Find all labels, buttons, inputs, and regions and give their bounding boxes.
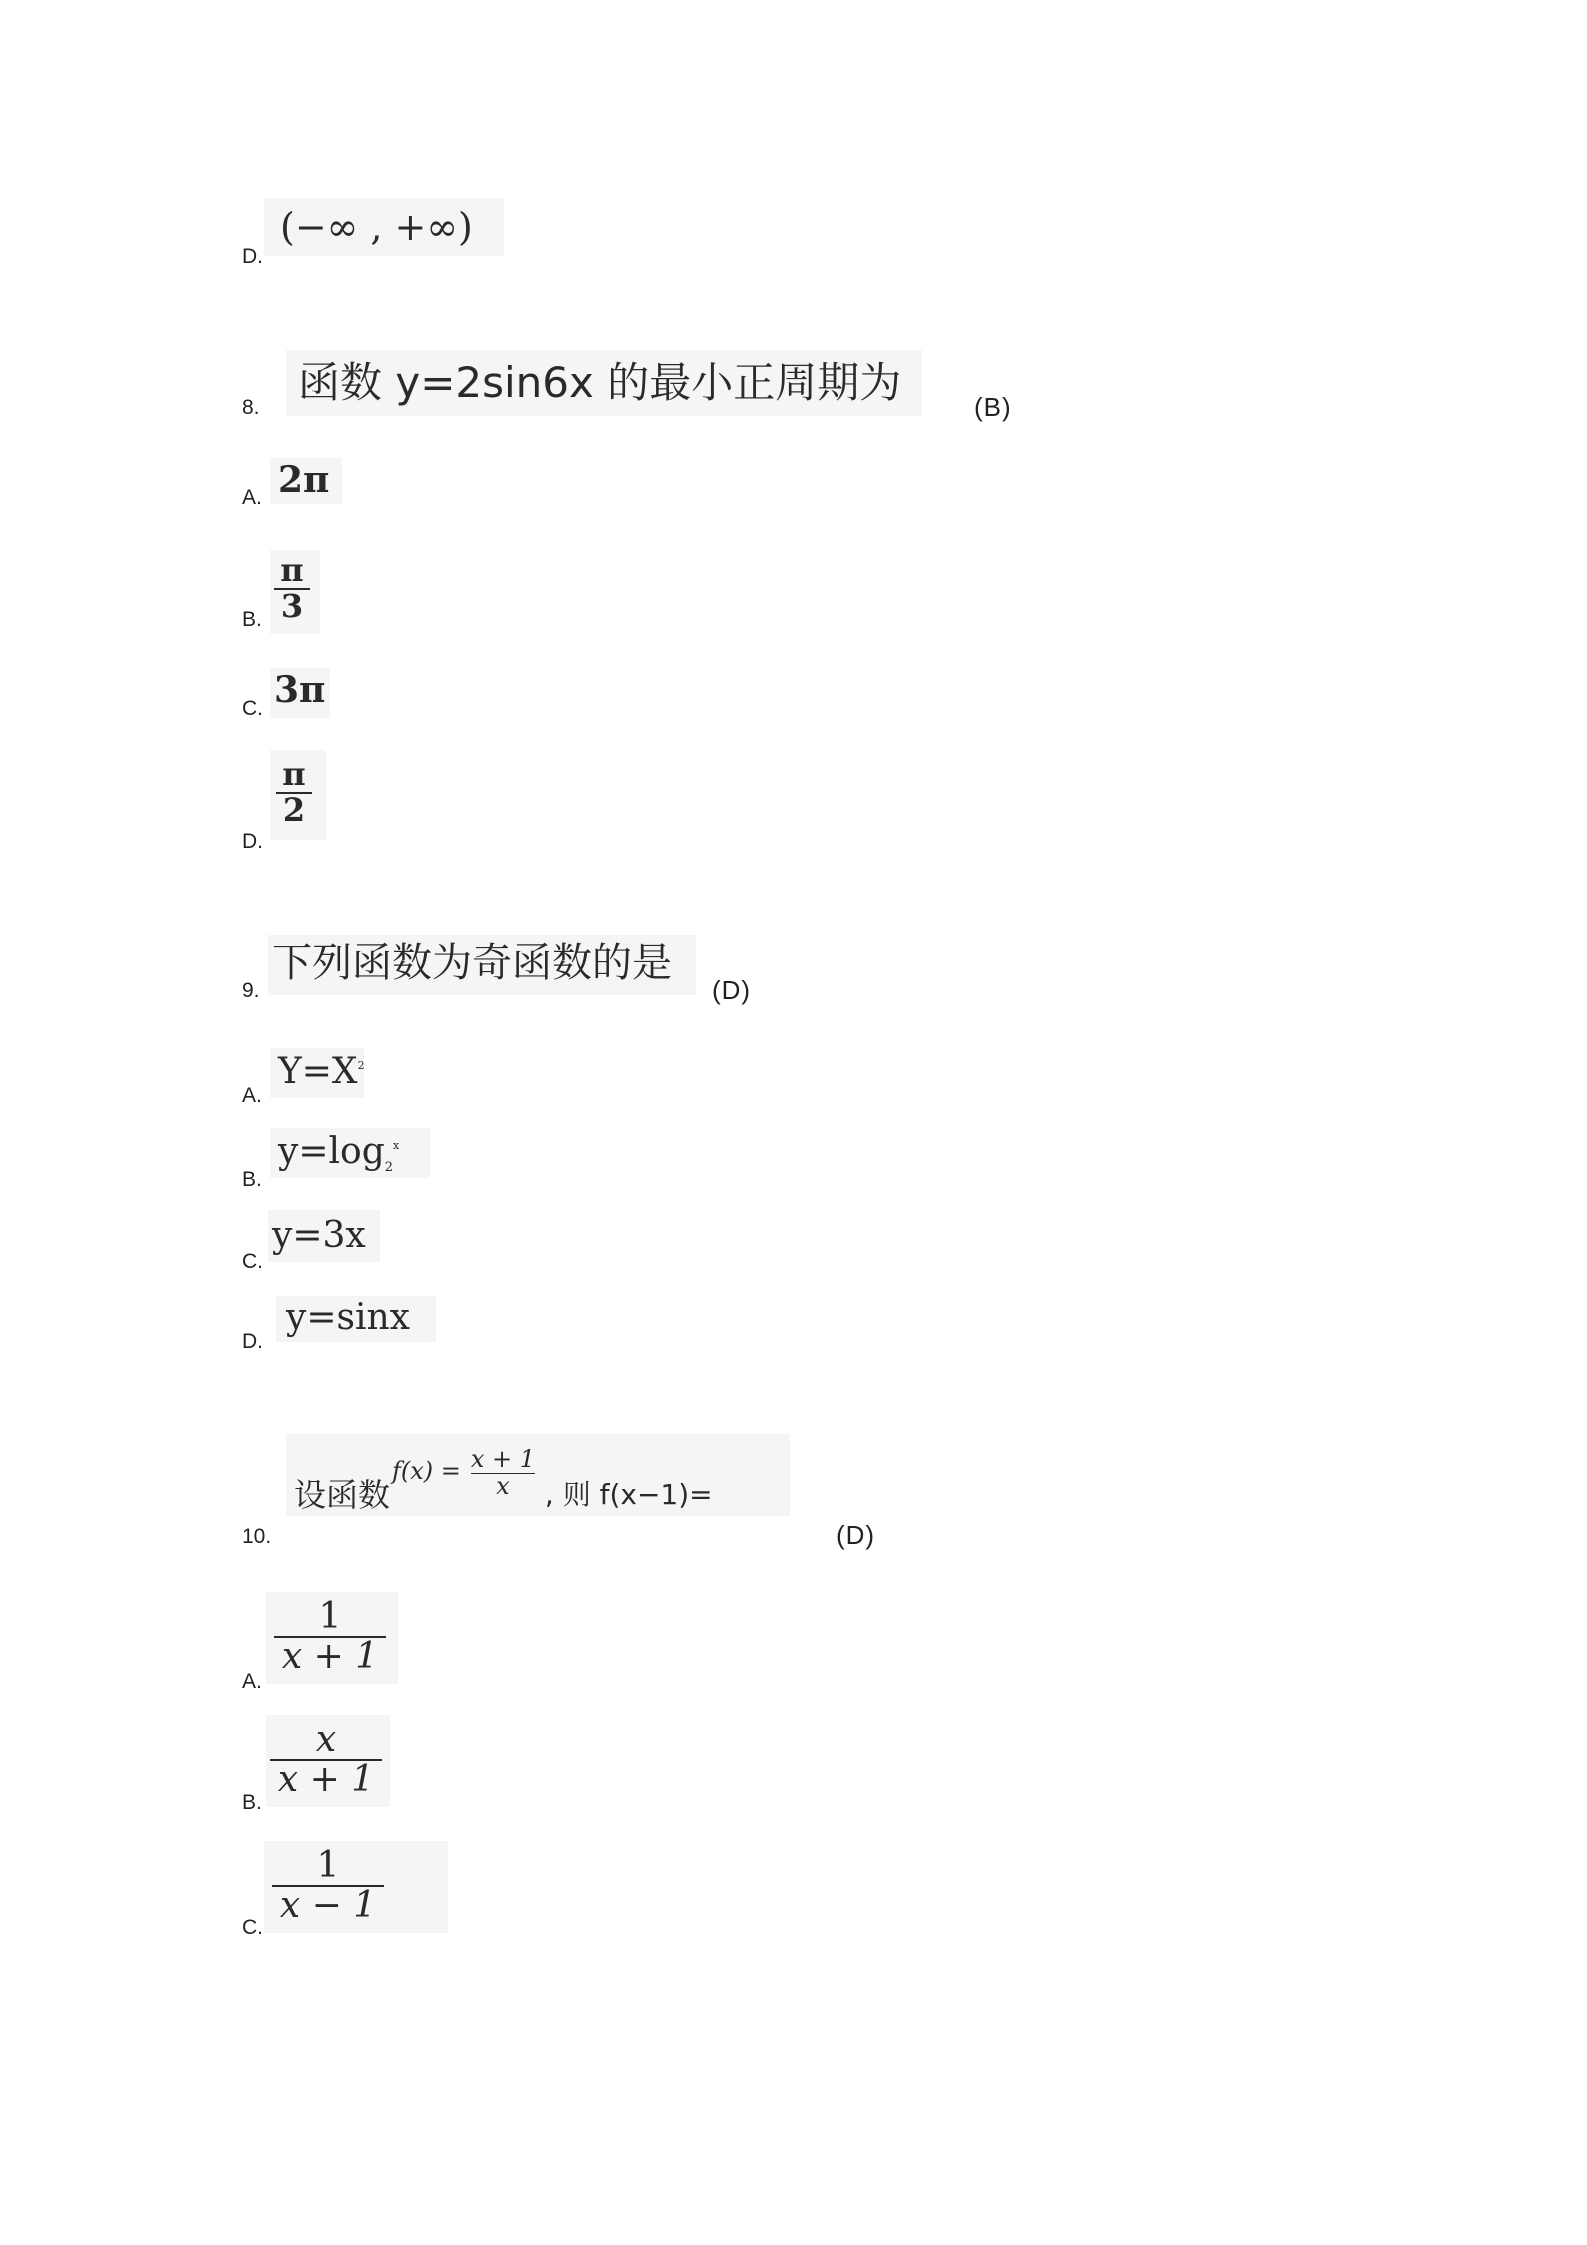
q10-answer: (D): [836, 1520, 876, 1550]
q10-function-fraction: [471, 1447, 535, 1498]
q9-option-b-superscript: x: [393, 1139, 400, 1152]
q8-option-d-denominator: 2: [282, 790, 306, 829]
q9-option-d-label: D.: [242, 1330, 263, 1353]
q8-option-c-formula: 3π: [270, 668, 330, 718]
q9-option-b-label: B.: [242, 1168, 262, 1191]
q10-option-c-formula: [264, 1841, 448, 1933]
q10-option-a-formula: [266, 1592, 398, 1684]
q8-answer: (B): [974, 392, 1012, 422]
q9-option-d-formula: y=sinx: [276, 1296, 436, 1342]
q9-option-b-subscript: 2: [384, 1160, 394, 1176]
q10-option-c-numerator: 1: [316, 1845, 340, 1886]
q7-option-d-formula: (−∞ , +∞): [264, 198, 504, 256]
q10-stem: [286, 1434, 790, 1516]
q9-option-c-label: C.: [242, 1250, 263, 1273]
q10-option-a-denominator: x + 1: [281, 1635, 379, 1677]
q8-option-a-label: A.: [242, 486, 262, 509]
q10-stem-suffix: , 则 f(x−1)=: [544, 1478, 713, 1511]
q9-option-a-formula: [270, 1048, 364, 1098]
q8-option-d-formula: [270, 750, 326, 840]
q8-option-b-numerator: π: [280, 551, 304, 589]
q9-option-a-base: Y=X: [278, 1051, 358, 1092]
q10-option-a-numerator: 1: [318, 1596, 342, 1637]
q10-number: 10.: [242, 1525, 272, 1548]
q8-stem: 函数 y=2sin6x 的最小正周期为: [286, 350, 922, 416]
q9-option-b-base: y=log: [278, 1131, 385, 1172]
q10-option-c-denominator: x − 1: [279, 1884, 377, 1926]
q9-option-c-formula: y=3x: [268, 1210, 380, 1262]
q9-stem: 下列函数为奇函数的是: [268, 935, 696, 995]
q10-option-b-numerator: x: [315, 1719, 337, 1760]
q9-number: 9.: [242, 979, 260, 1002]
q10-function-lhs: f(x) =: [392, 1457, 461, 1485]
q9-option-b-formula: [270, 1128, 430, 1178]
q9-option-a-exponent: 2: [357, 1059, 365, 1072]
q8-option-b-denominator: 3: [280, 586, 304, 625]
q10-function-denominator: x: [496, 1471, 510, 1500]
q8-number: 8.: [242, 396, 260, 419]
q8-option-b-formula: [270, 550, 320, 634]
q10-option-b-label: B.: [242, 1791, 262, 1814]
q7-option-d-label: D.: [242, 245, 263, 268]
q10-option-b-denominator: x + 1: [277, 1758, 375, 1800]
q8-option-d-numerator: π: [282, 755, 306, 793]
q10-function-numerator: x + 1: [470, 1445, 535, 1474]
q10-option-c-label: C.: [242, 1916, 263, 1939]
q10-option-a-label: A.: [242, 1670, 262, 1693]
q8-option-a-formula: 2π: [270, 458, 342, 504]
q10-option-b-formula: [266, 1715, 390, 1807]
q9-option-a-label: A.: [242, 1084, 262, 1107]
q10-stem-prefix: 设函数: [294, 1476, 391, 1514]
q9-answer: (D): [712, 975, 752, 1005]
q8-option-c-label: C.: [242, 697, 263, 720]
q8-option-b-label: B.: [242, 608, 262, 631]
q8-option-d-label: D.: [242, 830, 263, 853]
